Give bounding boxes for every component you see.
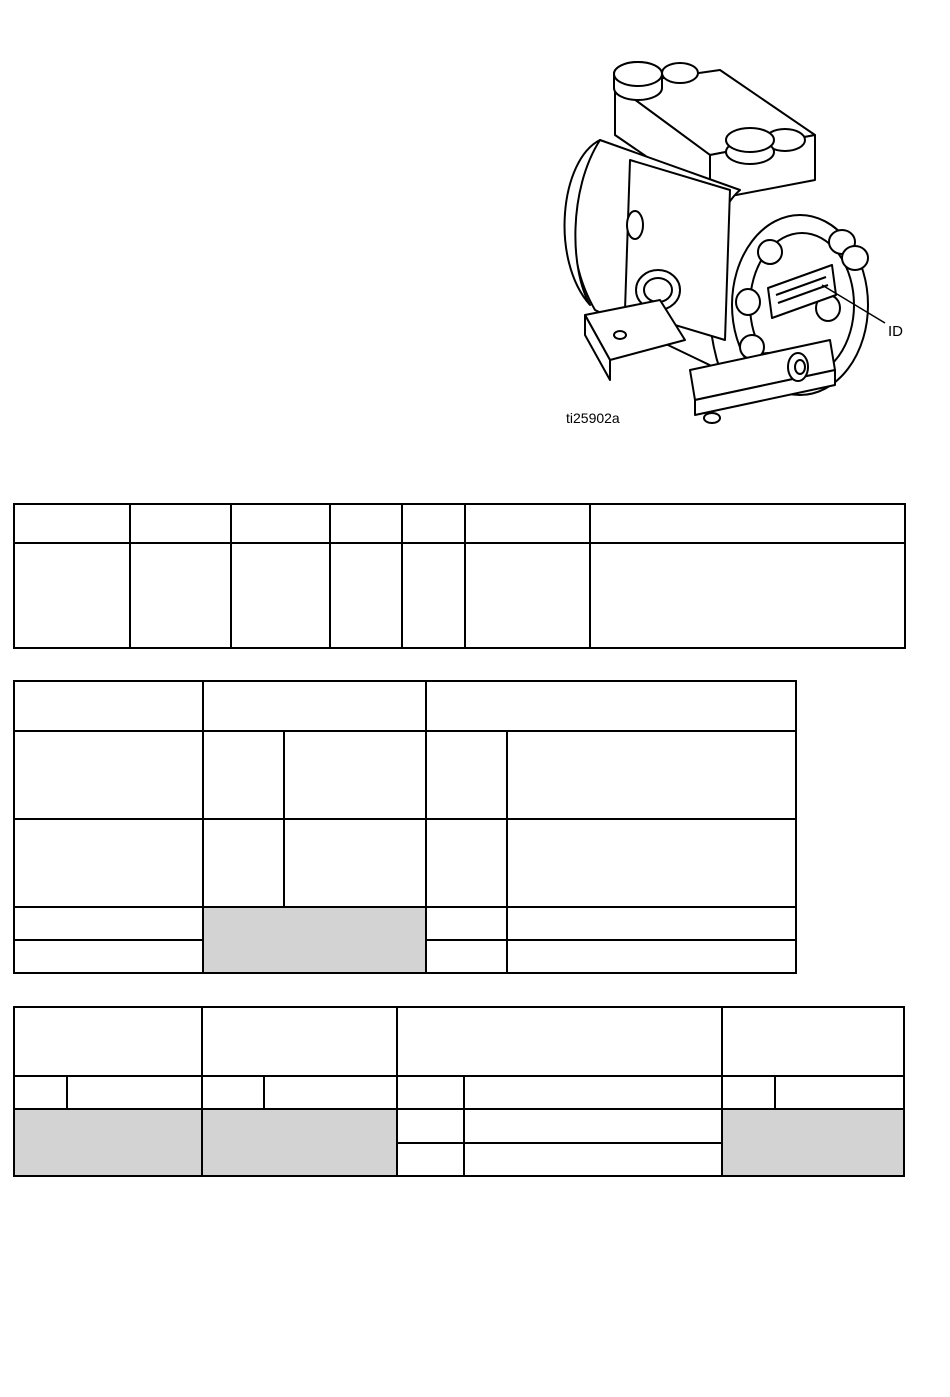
table-3-shaded-cell-3 (722, 1109, 904, 1176)
table-3-shaded-cell-2 (202, 1109, 397, 1176)
table-3-shaded-cell-1 (14, 1109, 202, 1176)
figure-caption: ti25902a (566, 410, 620, 426)
callout-id-label: ID (888, 323, 903, 340)
